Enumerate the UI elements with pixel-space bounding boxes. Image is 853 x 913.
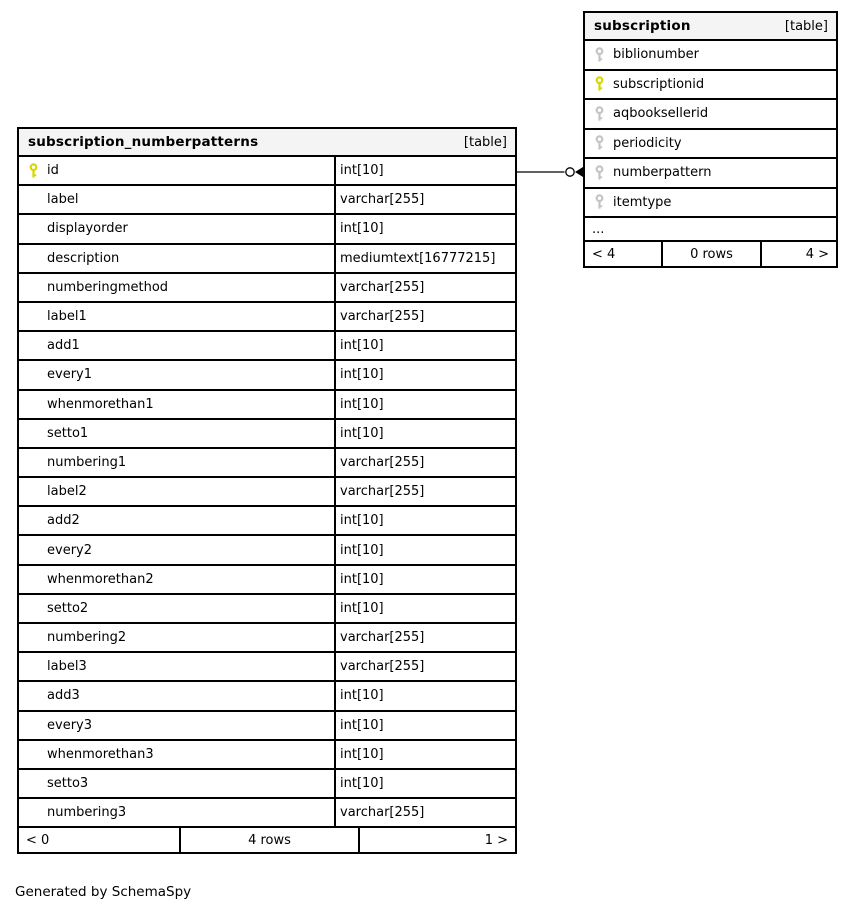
column-type: varchar[255] [340,454,425,470]
table-row [18,214,516,243]
column-name: label3 [47,659,87,675]
table-row [18,681,516,710]
column-name: whenmorethan1 [47,396,154,412]
table-header [584,12,837,40]
column-name: itemtype [613,194,672,210]
column-name: setto2 [47,600,89,616]
column-name: label2 [47,484,87,500]
column-name: aqbooksellerid [613,106,709,122]
key-icon [28,163,39,179]
table-row [18,419,516,448]
column-type: int[10] [340,425,384,441]
column-name: every1 [47,367,92,383]
column-list [584,40,837,217]
column-type: varchar[255] [340,659,425,675]
column-type: int[10] [340,367,384,383]
column-name: label1 [47,309,87,325]
column-type: int[10] [340,776,384,792]
table-row [18,623,516,652]
table-row [18,798,516,827]
column-list [18,156,516,827]
column-type: int[10] [340,221,384,237]
table-row [584,99,837,129]
column-type: int[10] [340,688,384,704]
column-name: setto3 [47,776,89,792]
column-name: periodicity [613,135,682,151]
parents-count: 4 > [761,241,837,267]
column-type: int[10] [340,571,384,587]
column-type: varchar[255] [340,484,425,500]
table-row [18,448,516,477]
table-row [18,302,516,331]
table-title: subscription [594,18,691,34]
key-icon [594,76,605,92]
table-row [18,185,516,214]
key-icon [594,106,605,122]
column-name: every2 [47,542,92,558]
column-type: int[10] [340,163,384,179]
table-row [584,188,837,218]
key-icon [594,47,605,63]
table-row [18,711,516,740]
column-type: varchar[255] [340,309,425,325]
column-type: varchar[255] [340,192,425,208]
column-name: whenmorethan3 [47,746,154,762]
table-row [584,129,837,159]
table-row [18,156,516,185]
table-subscription[interactable] [583,11,838,268]
key-icon [594,194,605,210]
column-name: add3 [47,688,80,704]
key-icon [594,135,605,151]
column-name: add2 [47,513,80,529]
column-type: int[10] [340,338,384,354]
children-count: < 4 [584,241,662,267]
connector-arrow-icon [575,167,583,177]
column-name: numbering3 [47,805,127,821]
table-row [18,390,516,419]
table-type-badge: [table] [463,134,507,150]
table-subscription-numberpatterns[interactable] [17,127,517,854]
column-name: setto1 [47,425,89,441]
table-row [18,652,516,681]
column-name: numbering2 [47,630,127,646]
column-name: displayorder [47,221,128,237]
table-row [18,740,516,769]
column-name: numbering1 [47,454,127,470]
column-type: varchar[255] [340,630,425,646]
table-header [18,128,516,156]
table-row [18,273,516,302]
column-type: varchar[255] [340,805,425,821]
column-name: numberpattern [613,165,712,181]
table-row [18,477,516,506]
column-type: int[10] [340,746,384,762]
table-row [18,244,516,273]
table-type-badge: [table] [784,18,828,34]
column-type: int[10] [340,542,384,558]
column-type: mediumtext[16777215] [340,250,496,266]
generator-note: Generated by SchemaSpy [15,884,192,900]
table-row [18,535,516,564]
column-type: int[10] [340,513,384,529]
key-icon [594,165,605,181]
hidden-columns-ellipsis: ... [584,217,837,241]
table-title: subscription_numberpatterns [28,134,259,150]
column-name: label [47,192,79,208]
connector-circle-icon [566,168,574,176]
table-row [18,360,516,389]
table-row [18,769,516,798]
column-name: numberingmethod [47,279,169,295]
column-name: whenmorethan2 [47,571,154,587]
column-type: int[10] [340,717,384,733]
children-count: < 0 [18,827,180,853]
relationship-connector [517,162,583,182]
table-row [18,331,516,360]
column-name: add1 [47,338,80,354]
column-type: int[10] [340,600,384,616]
table-row [584,40,837,70]
column-name: id [47,163,59,179]
column-name: description [47,250,120,266]
column-type: varchar[255] [340,279,425,295]
column-name: every3 [47,717,92,733]
table-footer [18,827,516,853]
column-type: int[10] [340,396,384,412]
table-row [584,70,837,100]
row-count: 4 rows [180,827,359,853]
row-count: 0 rows [662,241,761,267]
column-name: biblionumber [613,47,700,63]
column-name: subscriptionid [613,76,705,92]
table-row [18,594,516,623]
table-row [584,158,837,188]
table-row [18,565,516,594]
table-row [18,506,516,535]
parents-count: 1 > [359,827,516,853]
table-footer [584,241,837,267]
